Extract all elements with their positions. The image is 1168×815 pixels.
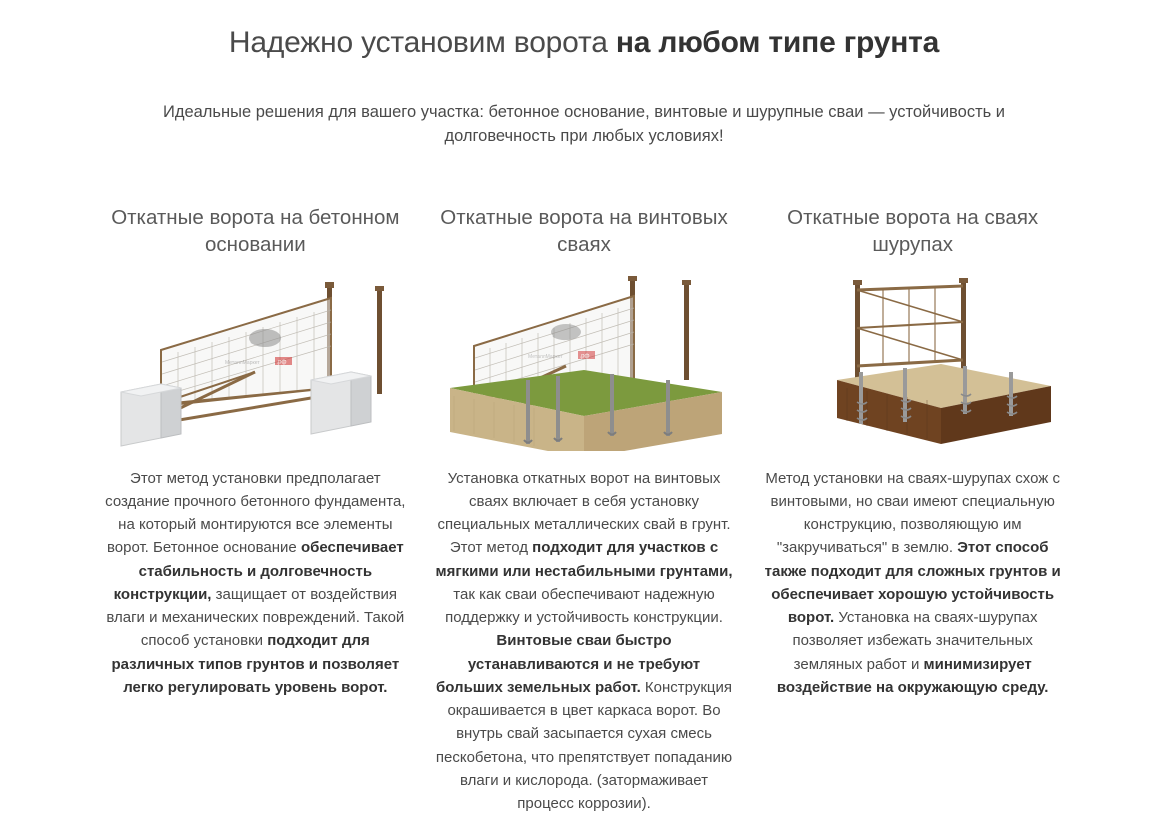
card-title: Откатные ворота на сваях шурупах — [787, 205, 1039, 257]
card-concrete-base — [100, 204, 411, 815]
body-text-run: Этот метод установки предполагает создание прочного бетонного фундамента, на который монтируются все элементы ворот. Бетонное основание — [105, 469, 406, 557]
body-text-emphasis: подходит для различных типов грунтов и позволяет легко регулировать уровень ворот. — [111, 632, 400, 696]
body-text-emphasis: Этот способ также подходит для сложных грунтов и обеспечивает хорошую устойчивость ворот. — [764, 539, 1061, 627]
page-root — [0, 20, 1168, 815]
body-text-run: защищает от воздействия влаги и механических повреждений. Такой способ установки — [106, 585, 405, 650]
illustration-sliding-gate-on-screw-anchor-piles — [757, 276, 1068, 451]
svg-text:.рф: .рф — [276, 359, 287, 366]
svg-text:МеталлМаркет: МеталлМаркет — [528, 353, 563, 360]
page-title — [0, 20, 1168, 62]
columns-container — [0, 166, 1168, 815]
body-text-run: так как сваи обеспечивают надежную поддержку и устойчивость конструкции. — [445, 585, 723, 627]
page-subtitle: Идеальные решения для вашего участка: бетонное основание, винтовые и шурупные сваи — устойчивость и долговечность при любых условиях! — [162, 102, 1006, 146]
body-text-run: Установка на сваях-шурупах позволяет избежать значительных земляных работ и — [792, 609, 1038, 673]
body-text-emphasis: подходит для участков с мягкими или нестабильными грунтами, — [435, 539, 733, 580]
card-body-text — [100, 467, 411, 700]
card-title: Откатные ворота на винтовых сваях — [440, 205, 728, 257]
page-title-plain: Надежно установим ворота — [228, 26, 616, 60]
body-text-run: Метод установки на сваях-шурупах схож с винтовыми, но сваи имеют специальную конструкцию, позволяющую им "закручиваться" в землю. — [765, 469, 1060, 557]
illustration-sliding-gate-on-concrete-base — [100, 276, 411, 451]
svg-text:.рф: .рф — [579, 353, 590, 360]
card-screw-anchor-piles — [757, 204, 1068, 815]
card-title: Откатные ворота на бетонном основании — [111, 205, 400, 257]
svg-text:МеталлМаркет: МеталлМаркет — [225, 359, 260, 366]
body-text-emphasis: Винтовые сваи быстро устанавливаются и не требуют больших земельных работ. — [436, 632, 701, 696]
illustration-sliding-gate-on-screw-piles — [429, 276, 740, 451]
card-screw-piles — [429, 204, 740, 815]
body-text-emphasis: обеспечивает стабильность и долговечность конструкции, — [113, 539, 404, 603]
body-text-run: Конструкция окрашивается в цвет каркаса ворот. Во внутрь свай засыпается сухая смесь пескобетона, что препятствует попаданию влаги и кислорода. (затормаживает процесс коррозии). — [435, 678, 733, 813]
page-title-bold: на любом типе грунта — [615, 26, 940, 60]
card-body-text — [429, 467, 740, 815]
card-body-text — [757, 467, 1068, 700]
body-text-run: Установка откатных ворот на винтовых сваях включает в себя установку специальных металлических свай в грунт. Этот метод — [437, 469, 731, 557]
body-text-emphasis: минимизирует воздействие на окружающую среду. — [776, 655, 1049, 696]
